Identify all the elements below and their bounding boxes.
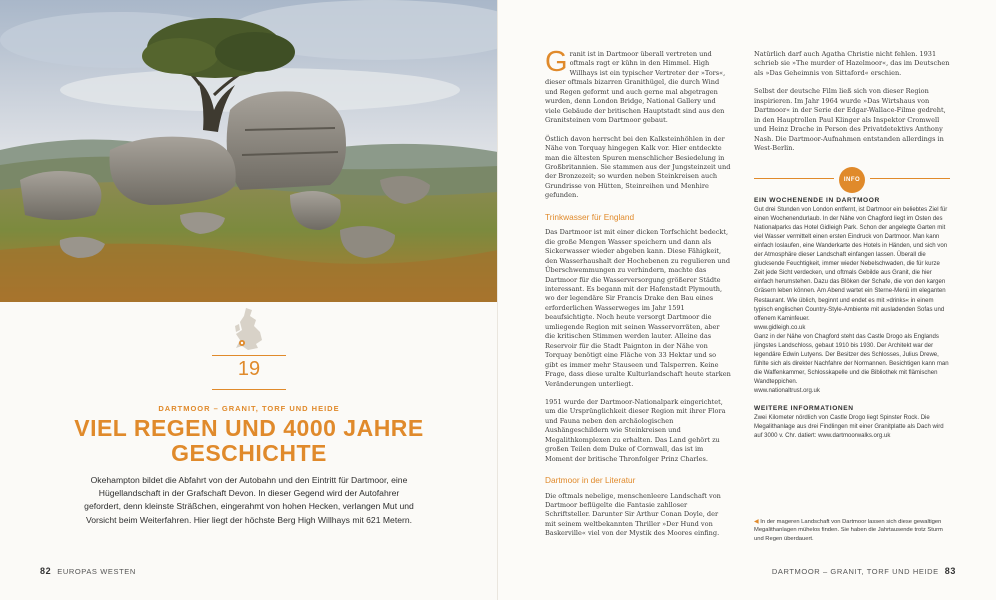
chapter-number: 19 — [237, 358, 261, 380]
text-column-2 — [754, 50, 950, 163]
info-rule-left — [754, 178, 834, 179]
body-paragraph: Östlich davon herrscht bei den Kalksteinhöhlen in der Nähe von Torquay hingegen Kalk vor. Hier entdeckte man die ältesten Spuren menschlicher Besiedelung in Großbritannien. Sie stammen aus der Jungsteinzeit und der Bronzezeit; so wurden neben Steinkreisen auch Grundrisse von Hütten, Steinreihen und Menhire gefunden. — [545, 134, 731, 200]
body-paragraph: Das Dartmoor ist mit einer dicken Torfschicht bedeckt, die große Mengen Wasser speichern und dann als Sickerwasser wieder abgeben kann. Diese Fähigkeit, den Wasserhaushalt der Hochebenen zu regulieren und Überschwemmungen zu verhindern, machte das Dartmoor für die Wasserversorgung größerer Städte interessant. Es begann mit der Hafenstadt Plymouth, wo der legendäre Sir Francis Drake den Bau eines erforderlichen Wasserweges im Jahr 1591 beaufsichtigte. Noch heute versorgt Dartmoor die umliegende Region mit seinen Wasservorräten, aber die kritischen Stimmen werden lauter. Alleine das Reservoir für die Stadt Paignton in der Nähe von Torquay benötigt eine Fläche von 33 Hektar und so gibt es immer mehr Stauseen und Talsperren. Keine Frage, dass diese uralte Kulturlandschaft heute starken Veränderungen unterliegt. — [545, 228, 731, 388]
body-paragraph: Selbst der deutsche Film ließ sich von dieser Region inspirieren. Im Jahr 1964 wurde »Das Wirtshaus von Dartmoor« in der Serie der Edgar-Wallace-Filme gedreht, in den Hauptrollen Paul Klinger als Inspektor Cromwell und Heinz Drache in Person des Privatdetektivs Anthony Nash. Die Dartmoor-Aufnahmen entstanden allerdings in West-Berlin. — [754, 87, 946, 153]
chapter-number-rule-bottom — [212, 389, 286, 390]
dropcap: G — [545, 46, 568, 78]
body-paragraph: Die oftmals nebelige, menschenleere Landschaft von Dartmoor beflügelte die Fantasie zahlloser Schriftsteller. Darunter Sir Arthur Conan Doyle, der mit seinem weltbekannten Thriller »Der Hund von Baskerville« viel von der Mystik des Moores einfing. — [545, 491, 721, 538]
page-number-right: 83 — [944, 566, 956, 576]
info-badge: INFO — [839, 167, 865, 193]
info-heading-more: WEITERE INFORMATIONEN — [754, 405, 854, 413]
folio-left — [40, 566, 136, 576]
intro-paragraph: Okehampton bildet die Abfahrt von der Autobahn und den Eintritt für Dartmoor, eine Hügellandschaft in der Grafschaft Devon. In dieser Gegend wird der Autofahrer gefordert, denn kleinste Sträßchen, eingerahmt von hohen Hecken, verlangen Mut und Vorsicht beim Weiterfahren. Hier liegt der höchste Berg High Willhays mit 621 Metern. — [84, 475, 414, 525]
headline-line-1: VIEL REGEN UND 4000 JAHRE — [74, 415, 424, 441]
subheading-drinking-water: Trinkwasser für England — [545, 211, 635, 222]
info-text: Zwei Kilometer nördlich von Castle Drogo liegt Spinster Rock. Die Megalithanlage aus drei Findlingen mit einer Granitplatte als Dach wird auf 3000 v. Chr. datiert: www.dartmoorwalks.org.uk — [754, 415, 944, 440]
info-text: Gut drei Stunden von London entfernt, ist Dartmoor ein beliebtes Ziel für einen Wochenendurlaub. In der Nähe von Chagford liegt im Osten des Nationalparks das Hotel Gidleigh Park. Schon der angelegte Garten mit viel Wasser vermittelt einen ersten Eindruck von Dartmoor. Man kann einfach loslaufen, eine Wanderkarte des Hotels in Händen, und sich von der Atmosphäre dieser Landschaft einfangen lassen. Überall die glucksende Feuchtigkeit, immer wieder Nebelschwaden, die für kurze Zeit jede Sicht verdecken, und oftmals Gebilde aus Granit, die hier einfach herumstehen. Dazu das Blöken der Schafe, die von den kargen Gräsern leben können. Am Abend wartet ein Sterne-Menü im eleganten Restaurant. Wie üblich, beginnt und endet es mit »drinks« in einem typisch englischen Country-Style-Ambiente mit ausladenden Sofas und offenem Kaminfeuer. — [754, 207, 948, 322]
page-number-left: 82 — [40, 566, 52, 576]
caption-pointer-icon: ◀ — [754, 519, 759, 525]
text-column-1 — [545, 46, 731, 548]
headline — [40, 416, 458, 466]
uk-map-icon — [232, 306, 266, 352]
subheading-literature: Dartmoor in der Literatur — [545, 475, 636, 486]
body-text: ranit ist in Dartmoor überall vertreten und oftmals ragt er kühn in den Himmel. High Willhays ist ein typischer Vertreter der »Tors«, dieser oftmals bizarren Granithügel, die durch Wind und Regen geformt und auch gerne mal abgetragen wurden, denn London Bridge, National Gallery und viele Gebäude der britischen Hauptstadt sind aus den Granitsteinen vom Dartmoor gebaut. — [545, 50, 726, 125]
body-paragraph: 1951 wurde der Dartmoor-Nationalpark eingerichtet, um die Ursprünglichkeit dieser Region mit ihrer Flora und Fauna neben den archäologischen Aushängeschildern wie Steinkreisen und Megalithkomplexen zu erhalten. Das Land gehört zu großen Teilen dem Duke of Cornwall, das ist im Moment der britische Thronfolger Prinz Charles. — [545, 397, 726, 463]
info-text: Ganz in der Nähe von Chagford steht das Castle Drogo als Englands jüngstes Landschloss, gebaut 1910 bis 1930. Der Architekt war der legendäre Edwin Lutyens. Der Besitzer des Schlosses, Julius Drewe, fühlte sich als direkter Nachfahre der Normannen. Besichtigen kann man die Waffenkammer, Schlosskapelle und die Bibliothek mit flämischen Wandteppichen. — [754, 333, 949, 385]
caption-text: In der mageren Landschaft von Dartmoor lassen sich diese gewaltigen Megalithanlagen mühelos finden. Sie haben die Jahrtausende trotz Sturm und Regen überdauert. — [754, 519, 943, 542]
running-head-right: DARTMOOR – GRANIT, TORF UND HEIDE — [771, 567, 939, 576]
info-content — [754, 196, 950, 441]
chapter-number-rule-top — [212, 355, 286, 356]
photo-caption — [754, 518, 950, 543]
info-heading-weekend: EIN WOCHENENDE IN DARTMOOR — [754, 197, 880, 204]
landscape-photo — [0, 0, 498, 302]
body-paragraph — [545, 46, 731, 126]
running-head-left: EUROPAS WESTEN — [57, 567, 136, 576]
info-link-gidleigh[interactable]: www.gidleigh.co.uk — [754, 324, 806, 331]
kicker: DARTMOOR – GRANIT, TORF UND HEIDE — [158, 404, 340, 413]
headline-line-2: GESCHICHTE — [171, 440, 327, 466]
info-link-nationaltrust[interactable]: www.nationaltrust.org.uk — [754, 387, 820, 394]
body-paragraph: Natürlich darf auch Agatha Christie nicht fehlen. 1931 schrieb sie »The murder of Hazelmoor«, das im Deutschen als »Das Geheimnis von Sittaford« erschien. — [754, 50, 950, 77]
info-rule-right — [870, 178, 950, 179]
folio-right — [772, 566, 956, 576]
